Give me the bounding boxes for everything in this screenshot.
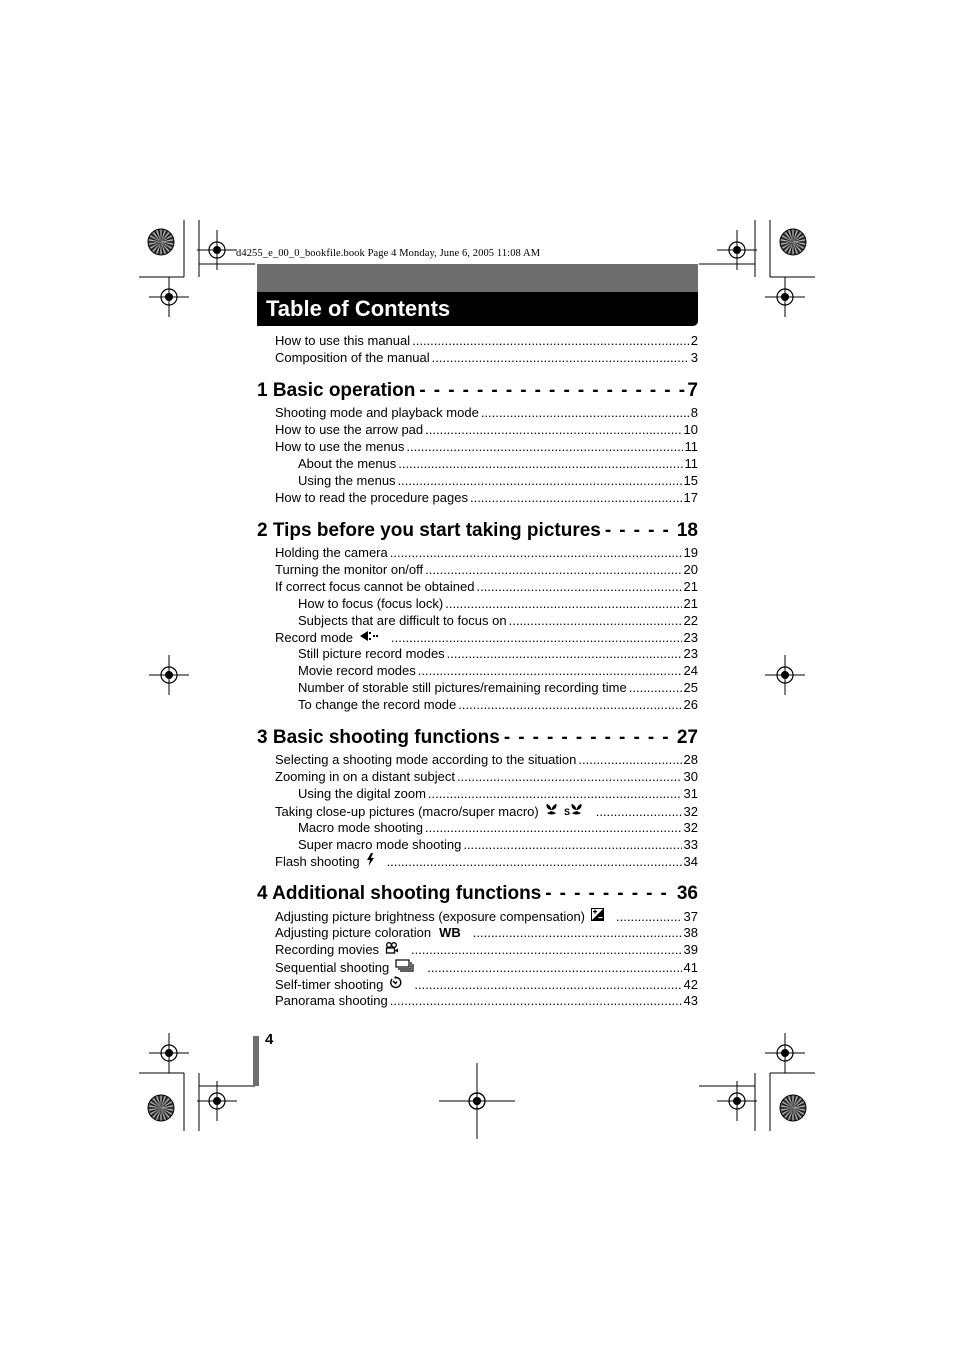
toc-entry-label: Adjusting picture brightness (exposure compensation) [275, 909, 586, 924]
toc-entry[interactable] [298, 613, 698, 629]
toc-entry-label: Selecting a shooting mode according to the situation [275, 752, 577, 767]
movie-icon-glyph [385, 942, 399, 954]
toc-entry-page: 22 [683, 612, 698, 628]
toc-entry-label: How to focus (focus lock) [298, 595, 444, 611]
toc-leader-dots [509, 613, 682, 629]
toc-entry-label: Macro mode shooting [298, 819, 424, 835]
toc-leader-dots [447, 646, 682, 662]
toc-entry-page: 30 [683, 768, 698, 784]
toc-entry-page: 31 [683, 785, 698, 801]
toc-entry[interactable] [275, 993, 698, 1009]
toc-entry-page: 23 [683, 646, 698, 662]
toc-leader-dots [428, 786, 682, 802]
toc-entry[interactable] [298, 837, 698, 853]
registration-starburst-icon [148, 229, 174, 255]
toc-leader-dots [463, 837, 681, 853]
sequential-shooting-icon-glyph [395, 959, 415, 972]
toc-entry-label: Super macro mode shooting [298, 836, 462, 852]
toc-leader-dots [445, 596, 681, 612]
toc-entry[interactable] [298, 786, 698, 802]
macro-icon-glyph [545, 803, 558, 816]
toc-entry-label: Flash shooting [275, 854, 360, 870]
chapter-page: 7 [687, 380, 698, 401]
svg-text:S: S [563, 806, 570, 816]
toc-entry-label: Using the digital zoom [298, 785, 426, 801]
toc-entry-label: Record mode [275, 630, 354, 645]
toc-entry-page: 34 [683, 854, 698, 870]
chapter-page: 27 [676, 727, 698, 748]
registration-starburst-icon [780, 229, 806, 255]
toc-entry[interactable] [298, 663, 698, 679]
toc-entry-page: 17 [683, 489, 698, 505]
toc-entry[interactable] [275, 976, 698, 993]
title-band [257, 292, 698, 326]
exposure-compensation-icon-glyph [591, 908, 604, 921]
toc-entry-label: Turning the monitor on/off [275, 561, 424, 577]
toc-leader-dots [458, 697, 681, 713]
toc-entry[interactable] [275, 333, 698, 349]
toc-entry-label: Panorama shooting [275, 992, 388, 1008]
toc-leader-dots [398, 456, 682, 472]
toc-entry-label: Movie record modes [298, 663, 416, 679]
chapter-heading[interactable] [257, 520, 698, 542]
toc-entry-page: 28 [683, 752, 698, 767]
toc-entry[interactable] [275, 405, 698, 421]
page-number-bar [253, 1036, 259, 1086]
toc-entry-page: 2 [690, 333, 698, 348]
exposure-compensation-icon [591, 908, 604, 921]
toc-entry-page: 23 [683, 630, 698, 645]
toc-entry-label: If correct focus cannot be obtained [275, 578, 475, 594]
toc-entry-label: Holding the camera [275, 545, 388, 560]
toc-leader-dots [578, 752, 681, 768]
record-mode-icon [359, 630, 379, 643]
toc-entry-page: 33 [683, 836, 698, 852]
toc-entry-label: Zooming in on a distant subject [275, 768, 455, 784]
chapter-page: 18 [676, 520, 698, 541]
toc-leader-dots [390, 545, 682, 561]
toc-entry[interactable] [275, 908, 698, 925]
toc-entry-page: 11 [684, 455, 698, 471]
toc-entry-label: To change the record mode [298, 697, 457, 713]
toc-entry-label: Using the menus [298, 472, 396, 488]
toc-entry[interactable] [298, 473, 698, 489]
toc-entry-page: 24 [683, 663, 698, 679]
toc-leader-dots [457, 769, 682, 785]
toc-entry[interactable] [275, 579, 698, 595]
chapter-title: 2 Tips before you start taking pictures [257, 520, 601, 541]
toc-entry-page: 41 [683, 959, 698, 975]
toc-leader-dots [427, 960, 681, 976]
toc-leader-dots [425, 820, 682, 836]
toc-entry[interactable] [275, 422, 698, 438]
toc-leader-dots [629, 680, 682, 696]
toc-entry-page: 3 [690, 349, 698, 365]
page-title: Table of Contents [266, 296, 451, 321]
toc-entry[interactable] [275, 803, 698, 820]
registration-starburst-icon [780, 1095, 806, 1121]
toc-entry-page: 42 [683, 976, 698, 992]
sequential-shooting-icon [395, 959, 415, 972]
toc-entry-page: 20 [683, 561, 698, 577]
toc-entry-label: Recording movies [275, 942, 380, 958]
toc-entry-label: Number of storable still pictures/remaining recording time [298, 680, 627, 696]
toc-entry-label: Composition of the manual [275, 349, 430, 365]
chapter-leader-dashes [419, 380, 685, 402]
toc-leader-dots [390, 993, 682, 1009]
toc-leader-dots [596, 804, 682, 820]
toc-entry-label: About the menus [298, 455, 397, 471]
toc-leader-dots [425, 562, 681, 578]
super-macro-icon-glyph [564, 803, 584, 816]
toc-leader-dots [425, 422, 681, 438]
toc-entry-label: Taking close-up pictures (macro/super macro) [275, 803, 539, 819]
flash-icon-glyph [366, 853, 375, 866]
toc-entry[interactable] [275, 545, 698, 561]
record-mode-icon-glyph [359, 630, 379, 642]
toc-entry[interactable] [275, 769, 698, 785]
toc-entry-label: How to use the menus [275, 438, 405, 454]
toc-entry-page: 8 [690, 405, 698, 420]
chapter-leader-dashes [545, 883, 675, 905]
toc-entry-page: 25 [683, 680, 698, 696]
white-balance-icon: WB [439, 924, 461, 940]
toc-entry[interactable] [298, 680, 698, 696]
movie-icon [385, 942, 399, 955]
toc-entry-page: 39 [683, 942, 698, 958]
toc-entry-label: How to read the procedure pages [275, 489, 468, 505]
toc-entry-label: Still picture record modes [298, 646, 445, 662]
toc-entry[interactable] [275, 439, 698, 455]
file-info-line: d4255_e_00_0_bookfile.book Page 4 Monday, June 6, 2005 11:08 AM [236, 248, 541, 259]
toc-entry[interactable] [298, 596, 698, 612]
self-timer-icon [389, 976, 402, 989]
chapter-heading[interactable] [257, 380, 698, 402]
toc-entry[interactable] [275, 350, 698, 366]
macro-icon [545, 803, 558, 816]
toc-entry[interactable] [275, 630, 698, 647]
toc-entry-page: 37 [683, 909, 698, 924]
toc-entry-label: Subjects that are difficult to focus on [298, 612, 507, 628]
toc-leader-dots [473, 925, 682, 941]
registration-starburst-icon [148, 1095, 174, 1121]
chapter-heading[interactable] [257, 727, 698, 749]
chapter-page: 36 [676, 883, 698, 904]
toc-entry-page: 19 [683, 545, 698, 560]
toc-entry[interactable] [298, 456, 698, 472]
toc-leader-dots [387, 854, 682, 870]
toc-entry[interactable] [275, 562, 698, 578]
toc-entry-label: Shooting mode and playback mode [275, 405, 479, 420]
chapter-leader-dashes [605, 520, 675, 542]
toc-entry-page: 11 [684, 438, 698, 454]
toc-entry-page: 21 [683, 595, 698, 611]
toc-entry-page: 26 [683, 697, 698, 713]
toc-entry-label: Adjusting picture coloration [275, 924, 432, 940]
toc-entry-page: 15 [683, 472, 698, 488]
chapter-title: 4 Additional shooting functions [257, 883, 542, 904]
chapter-leader-dashes [504, 727, 675, 749]
title-band-grey [257, 264, 698, 292]
toc-leader-dots [412, 333, 689, 349]
toc-entry[interactable] [275, 925, 698, 941]
toc-entry-page: 21 [683, 578, 698, 594]
toc-entry[interactable] [275, 959, 698, 976]
toc-entry-label: Self-timer shooting [275, 976, 384, 992]
toc-entry[interactable] [275, 853, 698, 870]
toc-leader-dots [476, 579, 681, 595]
toc-entry-page: 38 [683, 924, 698, 940]
toc-entry-page: 32 [683, 819, 698, 835]
toc-leader-dots [411, 942, 681, 958]
flash-icon [366, 853, 375, 866]
self-timer-icon-glyph [389, 976, 402, 989]
toc-leader-dots [481, 405, 689, 421]
chapter-title: 3 Basic shooting functions [257, 727, 500, 748]
toc-entry[interactable] [275, 490, 698, 506]
toc-entry-label: Sequential shooting [275, 959, 390, 975]
toc-entry[interactable] [275, 752, 698, 768]
toc-leader-dots [418, 663, 682, 679]
toc-leader-dots [406, 439, 682, 455]
toc-entry[interactable] [275, 942, 698, 959]
toc-entry[interactable] [298, 697, 698, 713]
toc-leader-dots [391, 630, 681, 646]
toc-entry-page: 32 [683, 803, 698, 819]
toc-leader-dots [414, 977, 681, 993]
super-macro-icon [564, 803, 584, 816]
toc-entry[interactable] [298, 646, 698, 662]
chapter-heading[interactable] [257, 883, 698, 905]
toc-entry-label: How to use this manual [275, 333, 411, 348]
toc-entry[interactable] [298, 820, 698, 836]
toc-entry-page: 10 [683, 421, 698, 437]
toc-entry-page: 43 [683, 992, 698, 1008]
chapter-title: 1 Basic operation [257, 380, 416, 401]
toc-leader-dots [470, 490, 682, 506]
toc-leader-dots [616, 909, 682, 925]
toc-leader-dots [398, 473, 682, 489]
page-number: 4 [265, 1031, 274, 1048]
toc-leader-dots [432, 350, 689, 366]
toc-entry-label: How to use the arrow pad [275, 421, 424, 437]
